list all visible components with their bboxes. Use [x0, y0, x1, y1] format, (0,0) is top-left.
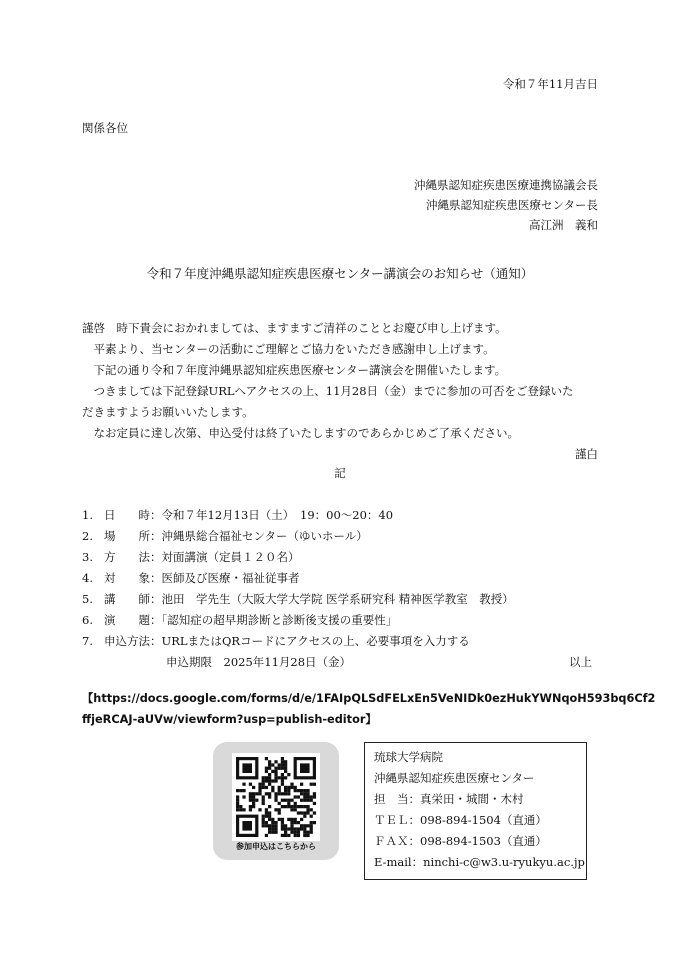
- contact-staff: 担 当：真栄田・城間・木村: [374, 792, 524, 806]
- body-line: だきますようお願いいたします。: [82, 405, 254, 419]
- document-date: 令和７年11月吉日: [502, 77, 598, 91]
- ijou-closing: 以上: [569, 655, 592, 669]
- sender-name: 高江洲 義和: [529, 218, 598, 232]
- contact-hospital: 琉球大学病院: [374, 750, 443, 764]
- detail-item-application: 7. 申込方法：URLまたはQRコードにアクセスの上、必要事項を入力する: [82, 634, 470, 648]
- ki-heading: 記: [334, 466, 346, 480]
- body-line: つきましては下記登録URLへアクセスの上、11月28日（金）までに参加の可否をご登録いた: [82, 384, 574, 398]
- contact-tel: ＴＥＬ：098-894-1504（直通）: [374, 813, 547, 827]
- qr-caption: 参加申込はこちらから: [236, 842, 316, 851]
- detail-item-method: 3. 方 法：対面講演（定員１２０名）: [82, 550, 300, 564]
- body-line: 下記の通り令和７年度沖縄県認知症疾患医療センター講演会を開催いたします。: [82, 363, 507, 377]
- body-line: なお定員に達し次第、申込受付は終了いたしますのであらかじめご了承ください。: [82, 426, 519, 440]
- closing-greeting: 謹白: [575, 447, 598, 461]
- contact-center: 沖縄県認知症疾患医療センター: [374, 771, 535, 785]
- detail-item-topic: 6. 演 題：「認知症の超早期診断と診断後支援の重要性」: [82, 613, 398, 627]
- detail-item-venue: 2. 場 所：沖縄県総合福祉センター（ゆいホール）: [82, 529, 368, 543]
- detail-item-target: 4. 対 象：医師及び医療・福祉従事者: [82, 571, 300, 585]
- contact-box: [364, 742, 587, 880]
- qr-code-icon[interactable]: [232, 753, 320, 841]
- notice-title: 令和７年度沖縄県認知症疾患医療センター講演会のお知らせ（通知）: [146, 266, 534, 281]
- detail-item-lecturer: 5. 講 師：池田 学先生（大阪大学大学院 医学系研究科 精神医学教室 教授）: [82, 592, 514, 606]
- registration-url-line-2[interactable]: ffjeRCAJ-aUVw/viewform?usp=publish-editor】: [82, 713, 377, 726]
- contact-email[interactable]: E-mail：ninchi-c@w3.u-ryukyu.ac.jp: [374, 855, 585, 869]
- addressee: 関係各位: [82, 121, 128, 135]
- body-line: 平素より、当センターの活動にご理解とご協力をいただき感謝申し上げます。: [82, 342, 495, 356]
- sender-center-director: 沖縄県認知症疾患医療センター長: [425, 198, 598, 212]
- contact-fax: ＦＡＸ：098-894-1503（直通）: [374, 834, 547, 848]
- application-deadline: 申込期限 2025年11月28日（金）: [166, 655, 352, 669]
- body-line: 謹啓 時下貴会におかれましては、ますますご清祥のこととお慶び申し上げます。: [82, 321, 507, 335]
- sender-council-chair: 沖縄県認知症疾患医療連携協議会長: [414, 178, 598, 192]
- registration-url-line-1[interactable]: 【https://docs.google.com/forms/d/e/1FAIpQLSdFELxEn5VeNIDk0ezHukYWNqoH593bq6Cf2: [82, 692, 656, 705]
- detail-item-date: 1. 日 時：令和７年12月13日（土） 19：00～20：40: [82, 508, 394, 522]
- qr-card: [213, 742, 339, 860]
